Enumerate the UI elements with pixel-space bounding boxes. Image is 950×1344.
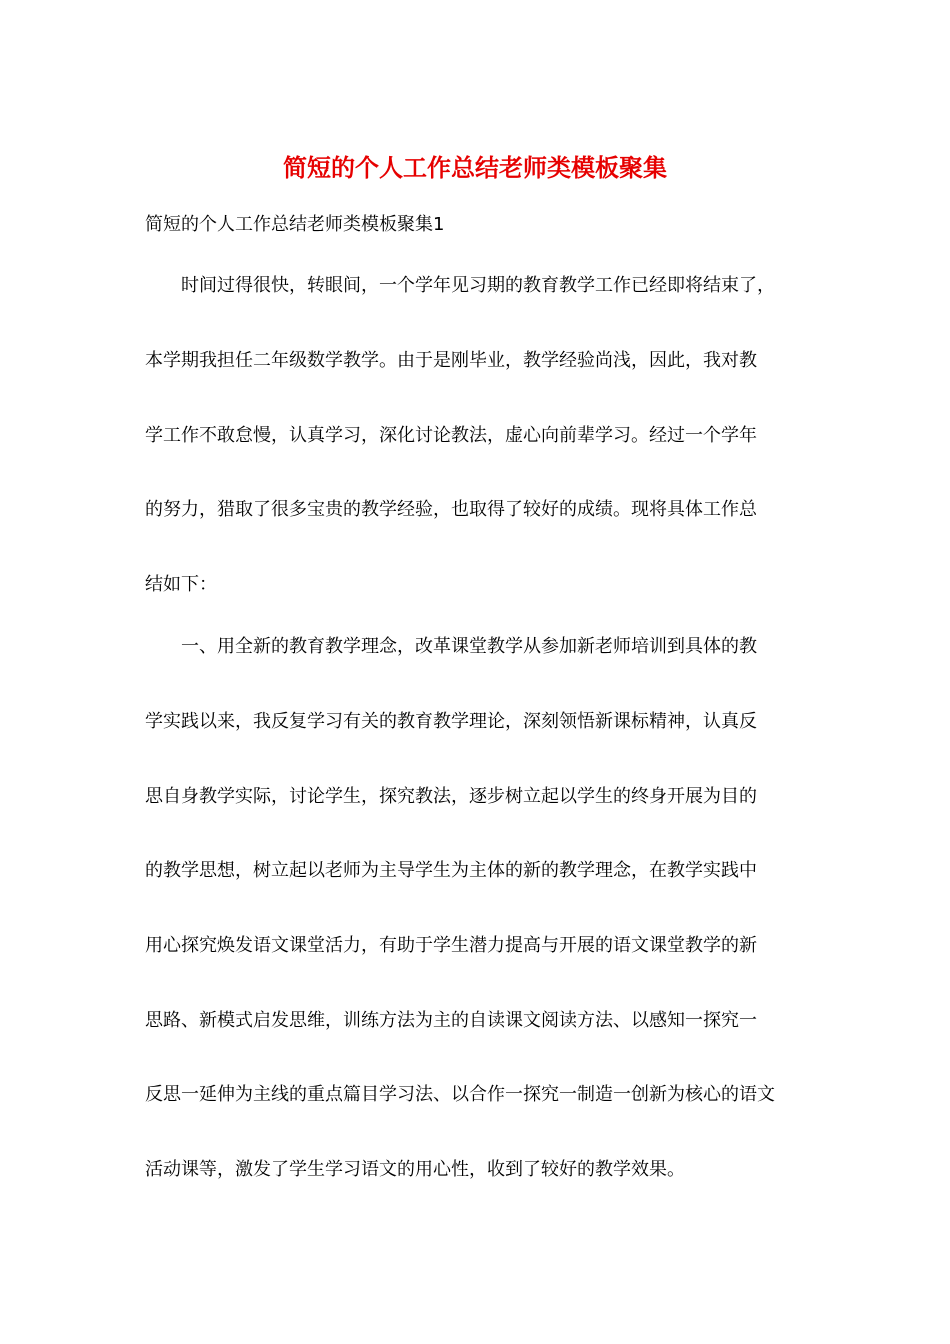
paragraph-line: 反思一延伸为主线的重点篇目学习法、以合作一探究一制造一创新为核心的语文 — [145, 1084, 775, 1105]
paragraph-line: 时间过得很快，转眼间，一个学年见习期的教育教学工作已经即将结束了， — [181, 275, 775, 296]
paragraph-line: 的教学思想，树立起以老师为主导学生为主体的新的教学理念，在教学实践中 — [145, 860, 757, 881]
paragraph-line: 本学期我担任二年级数学教学。由于是刚毕业，教学经验尚浅，因此，我对教 — [145, 350, 757, 371]
paragraph-line: 一、用全新的教育教学理念，改革课堂教学从参加新老师培训到具体的教 — [181, 636, 757, 657]
paragraph-line: 思自身教学实际，讨论学生，探究教法，逐步树立起以学生的终身开展为目的 — [145, 786, 757, 807]
section-heading: 简短的个人工作总结老师类模板聚集1 — [145, 214, 445, 235]
paragraph-line: 学工作不敢怠慢，认真学习，深化讨论教法，虚心向前辈学习。经过一个学年 — [145, 425, 757, 446]
document-title: 简短的个人工作总结老师类模板聚集 — [283, 153, 667, 182]
paragraph-line: 的努力，猎取了很多宝贵的教学经验，也取得了较好的成绩。现将具体工作总 — [145, 499, 757, 520]
paragraph-line: 结如下： — [145, 574, 217, 595]
paragraph-line: 活动课等，激发了学生学习语文的用心性，收到了较好的教学效果。 — [145, 1159, 685, 1180]
paragraph-line: 学实践以来，我反复学习有关的教育教学理论，深刻领悟新课标精神，认真反 — [145, 711, 757, 732]
paragraph-line: 用心探究焕发语文课堂活力，有助于学生潜力提高与开展的语文课堂教学的新 — [145, 935, 757, 956]
paragraph-line: 思路、新模式启发思维，训练方法为主的自读课文阅读方法、以感知一探究一 — [145, 1010, 757, 1031]
